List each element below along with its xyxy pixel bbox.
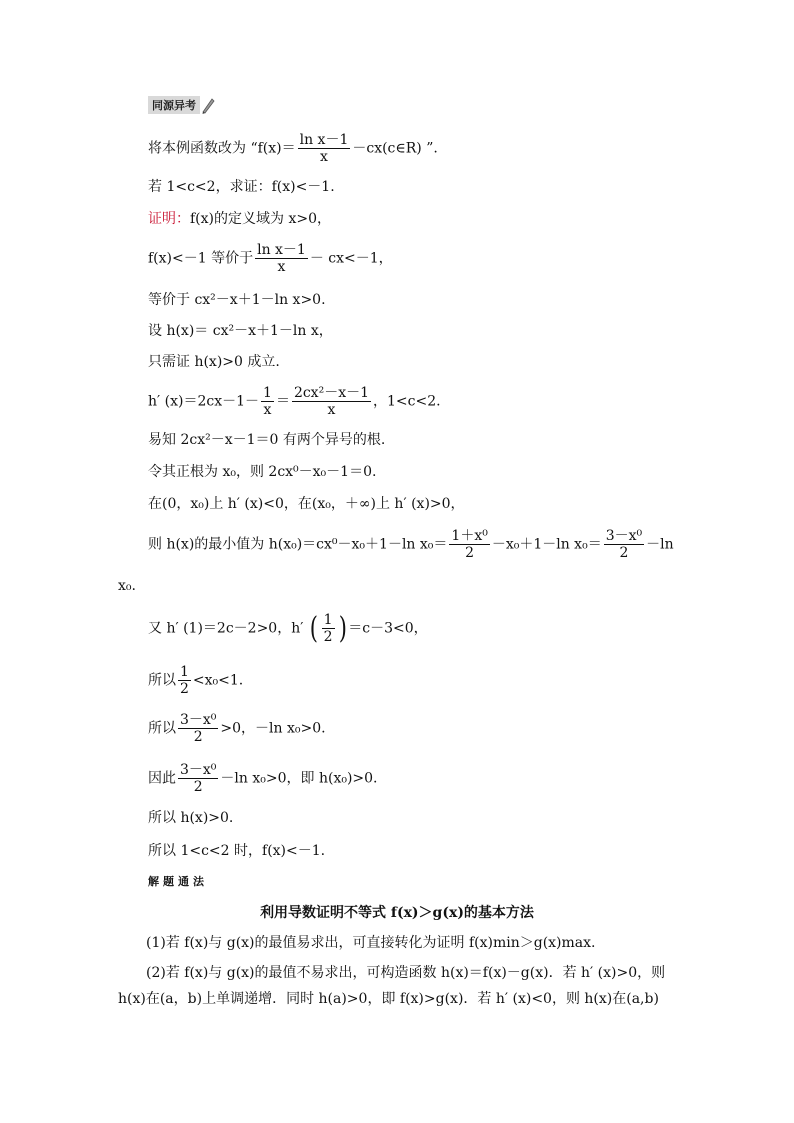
fraction (604, 528, 644, 561)
sign-check-line (148, 612, 428, 645)
fraction-denominator: 2 (193, 779, 203, 795)
fraction-numerator: 2cx²－x－1 (293, 385, 369, 401)
fraction-numerator: ln x－1 (257, 242, 306, 258)
fraction-denominator: x (263, 402, 272, 418)
fraction-numerator: 1 (323, 612, 333, 628)
conclusion-line: 所以 h(x)>0. (148, 810, 234, 826)
therefore-line (148, 762, 378, 795)
fraction-numerator: 1＋x⁰ (451, 528, 488, 544)
fraction-numerator: ln x－1 (299, 132, 349, 148)
text-span: f(x)的定义域为 x>0， (190, 211, 331, 227)
equivalence-line (148, 242, 393, 275)
text-span: ＝ (275, 393, 290, 410)
minimum-line-cont: x₀. (118, 578, 136, 594)
pen-icon (200, 96, 216, 114)
right-paren: ) (338, 610, 347, 646)
fraction-numerator: 1 (263, 385, 272, 401)
fraction-denominator: x (320, 149, 328, 165)
method-paragraph-2: (2)若 f(x)与 g(x)的最值不易求出，可构造函数 h(x)＝f(x)－g(x)．若 h′ (x)>0，则 h(x)在(a，b)上单调递增．同时 h(a)>0，即 f(x)>g(x)．若 h′ (x)<0，则 h(x)在(a,b) (118, 965, 666, 1007)
fraction-numerator: 3－x⁰ (605, 528, 643, 544)
fraction (178, 712, 218, 745)
equivalence-line-2: 等价于 cx²－x＋1－ln x>0. (148, 292, 326, 308)
text-span: － cx<－1， (309, 250, 393, 267)
text-span: －ln x₀>0，即 h(x₀)>0. (220, 770, 378, 787)
final-conclusion-line: 所以 1<c<2 时，f(x)<－1. (148, 843, 326, 859)
fraction (322, 612, 335, 645)
text-span: 所以 (148, 720, 176, 737)
text-span: f(x)<－1 等价于 (148, 250, 254, 267)
left-paren: ( (309, 610, 318, 646)
text-span: 将本例函数改为 “f(x)＝ (148, 140, 296, 157)
minimum-line (148, 528, 674, 561)
text-span: 因此 (148, 770, 176, 787)
root-range-line (148, 664, 243, 697)
text-span: h′ (x)＝2cx－1－ (148, 393, 260, 410)
fraction-denominator: 2 (465, 545, 475, 561)
fraction (298, 132, 351, 165)
fraction-denominator: 2 (619, 545, 629, 561)
define-h-line: 设 h(x)＝ cx²－x＋1－ln x， (148, 323, 333, 339)
badge-label: 同源异考 (148, 96, 200, 114)
text-span: 所以 (148, 672, 176, 689)
derivative-line (148, 385, 441, 418)
text-span: >0，－ln x₀>0. (220, 720, 326, 737)
fraction (292, 385, 371, 418)
text-span: <x₀<1. (192, 672, 244, 689)
condition-line: 若 1<c<2，求证：f(x)<－1. (148, 179, 335, 195)
text-span: 则 h(x)的最小值为 h(x₀)＝cx⁰－x₀＋1－ln x₀＝ (148, 536, 448, 553)
proof-label: 证明： (148, 211, 190, 227)
problem-statement (148, 132, 438, 165)
fraction-numerator: 1 (180, 664, 189, 680)
method-heading: 利用导数证明不等式 f(x)＞g(x)的基本方法 (260, 905, 534, 921)
need-prove-line: 只需证 h(x)>0 成立. (148, 354, 280, 370)
text-span: －x₀＋1－ln x₀＝ (491, 536, 602, 553)
fraction-denominator: x (277, 259, 286, 275)
method-paragraph-1: (1)若 f(x)与 g(x)的最值易求出，可直接转化为证明 f(x)min＞g(x)max. (146, 935, 596, 951)
fraction (178, 762, 218, 795)
fraction (255, 242, 308, 275)
positivity-line (148, 712, 326, 745)
fraction-numerator: 3－x⁰ (180, 762, 217, 778)
fraction-denominator: x (327, 402, 336, 418)
text-span: －ln (646, 536, 674, 553)
fraction (261, 385, 274, 418)
proof-start-line (148, 209, 331, 229)
text-span: －cx(c∈R) ”. (352, 140, 438, 157)
fraction-numerator: 3－x⁰ (180, 712, 217, 728)
fraction (449, 528, 489, 561)
method-section-label: 解题通法 (148, 875, 208, 888)
text-span: 又 h′ (1)＝2c－2>0，h′ (148, 620, 308, 637)
roots-line: 易知 2cx²－x－1＝0 有两个异号的根. (148, 432, 386, 448)
fraction-denominator: 2 (193, 729, 203, 745)
positive-root-line: 令其正根为 x₀，则 2cx⁰－x₀－1＝0. (148, 464, 377, 480)
fraction-denominator: 2 (180, 681, 189, 697)
text-span: ，1<c<2. (373, 393, 441, 410)
monotonic-line: 在(0，x₀)上 h′ (x)<0，在(x₀，＋∞)上 h′ (x)>0， (148, 496, 465, 512)
fraction (178, 664, 191, 697)
fraction-denominator: 2 (323, 629, 333, 645)
same-source-badge (148, 96, 216, 114)
text-span: ＝c－3<0， (348, 620, 428, 637)
